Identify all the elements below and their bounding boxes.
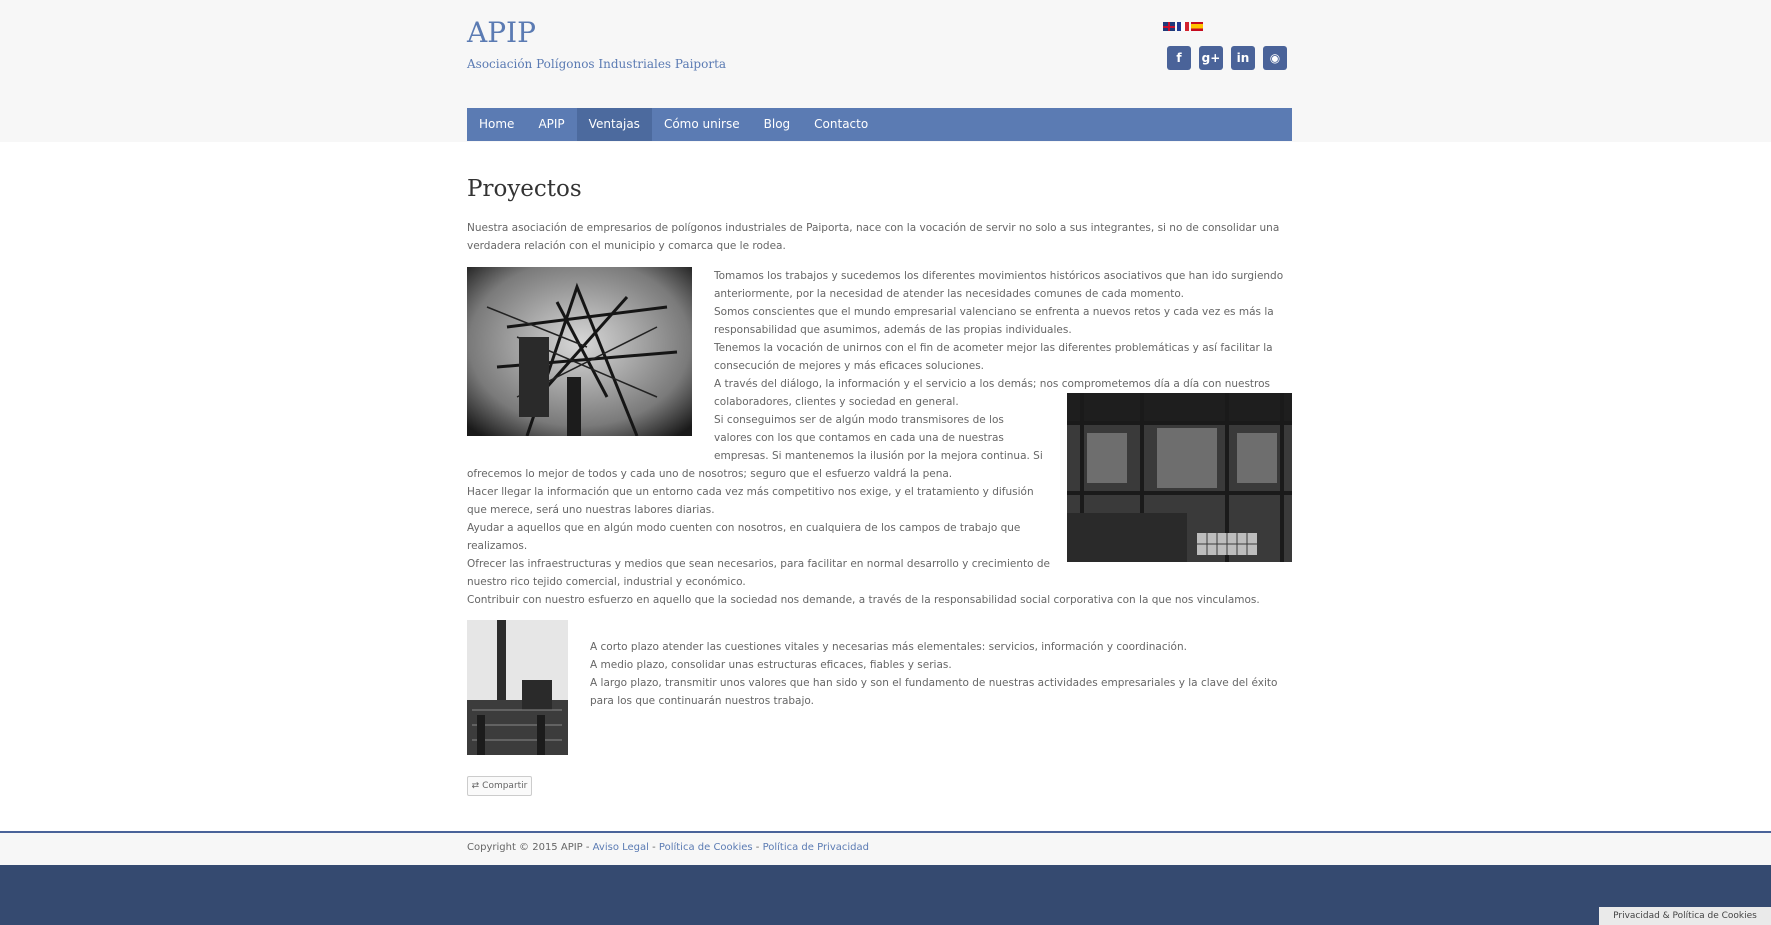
- footer: [0, 831, 1771, 865]
- body-line: A medio plazo, consolidar unas estructuras eficaces, fiables y serias.: [590, 659, 952, 671]
- body-line: valores con los que contamos en cada una de nuestras: [714, 432, 1004, 444]
- share-icon: ⇄: [471, 781, 480, 791]
- chimney-image: [467, 620, 568, 755]
- body-line: responsabilidad que asumimos, además de las propias individuales.: [714, 324, 1072, 336]
- google-plus-icon[interactable]: g+: [1199, 46, 1223, 70]
- site-header: [0, 0, 1771, 142]
- body-line: que merece, será uno nuestras labores diarias.: [467, 504, 715, 516]
- nav-item-como-unirse[interactable]: Cómo unirse: [663, 117, 740, 131]
- body-line: consecución de mejores y más eficaces soluciones.: [714, 360, 985, 372]
- body-line: A través del diálogo, la información y el servicio a los demás; nos comprometemos día a día con nuestros: [714, 378, 1271, 390]
- politica-privacidad-link[interactable]: Política de Privacidad: [762, 842, 869, 853]
- body-line: Tomamos los trabajos y sucedemos los diferentes movimientos históricos asociativos que han ido surgiendo: [714, 270, 1284, 282]
- linkedin-icon[interactable]: in: [1231, 46, 1255, 70]
- body-line: Hacer llegar la información que un entorno cada vez más competitivo nos exige, y el tratamiento y difusión: [467, 486, 1034, 498]
- nav-item-contacto[interactable]: Contacto: [814, 117, 869, 131]
- footer-bottom-bar: [0, 865, 1771, 925]
- body-line: Somos conscientes que el mundo empresarial valenciano se enfrenta a nuevos retos y cada vez es más la: [714, 306, 1274, 318]
- body-line: para los que continuarán nuestros trabajo.: [590, 695, 814, 707]
- fr-flag-icon[interactable]: [1177, 22, 1189, 31]
- body-line: A corto plazo atender las cuestiones vitales y necesarias más elementales: servicios, información y coordinación.: [590, 641, 1187, 653]
- body-line: colaboradores, clientes y sociedad en general.: [714, 396, 959, 408]
- page-title: Proyectos: [467, 176, 582, 202]
- nav-item-home[interactable]: Home: [479, 117, 515, 131]
- es-flag-icon[interactable]: [1191, 22, 1203, 31]
- rss-icon[interactable]: ◉: [1263, 46, 1287, 70]
- nav-item-apip[interactable]: APIP: [538, 117, 565, 131]
- en-flag-icon[interactable]: [1163, 22, 1175, 31]
- site-title[interactable]: APIP: [467, 16, 536, 49]
- body-line: Contribuir con nuestro esfuerzo en aquello que la sociedad nos demande, a través de la responsabilidad social corporativa con la que nos vinculamos.: [467, 594, 1260, 606]
- body-line: nuestro rico tejido comercial, industrial y económico.: [467, 576, 746, 588]
- copyright: Copyright © 2015 APIP - Aviso Legal - Política de Cookies - Política de Privacidad: [467, 842, 869, 853]
- factory-interior-image: [1067, 393, 1292, 562]
- copyright-text: Copyright © 2015 APIP -: [467, 842, 593, 853]
- social-links: [1167, 46, 1287, 70]
- share-label: Compartir: [482, 781, 528, 791]
- nav-item-blog[interactable]: Blog: [763, 117, 791, 131]
- body-line: Ofrecer las infraestructuras y medios que sean necesarios, para facilitar en normal desarrollo y crecimiento de: [467, 558, 1051, 570]
- body-line: anteriormente, por la necesidad de atender las necesidades comunes de cada momento.: [714, 288, 1184, 300]
- aviso-legal-link[interactable]: Aviso Legal: [592, 842, 649, 853]
- intro-line: verdadera relación con el municipio y comarca que le rodea.: [467, 240, 786, 252]
- body-line: Si conseguimos ser de algún modo transmisores de los: [714, 414, 1004, 426]
- facebook-icon[interactable]: f: [1167, 46, 1191, 70]
- main-nav: [467, 108, 1292, 141]
- body-line: ofrecemos lo mejor de todos y cada uno de nosotros; seguro que el esfuerzo valdrá la pena.: [467, 468, 953, 480]
- intro-line: Nuestra asociación de empresarios de polígonos industriales de Paiporta, nace con la vocación de servir no solo a sus integrantes, si no de consolidar una: [467, 222, 1280, 234]
- body-line: empresas. Si mantenemos la ilusión por la mejora continua. Si: [714, 450, 1043, 462]
- politica-cookies-link[interactable]: Política de Cookies: [658, 842, 753, 853]
- body-line: Tenemos la vocación de unirnos con el fin de acometer mejor las diferentes problemáticas y así facilitar la: [714, 342, 1273, 354]
- share-button[interactable]: [467, 776, 532, 796]
- industrial-tower-image: [467, 267, 692, 436]
- body-line: Ayudar a aquellos que en algún modo cuenten con nosotros, en cualquiera de los campos de trabajo que: [467, 522, 1021, 534]
- body-line: realizamos.: [467, 540, 528, 552]
- site-tagline: Asociación Polígonos Industriales Paiporta: [467, 57, 727, 71]
- cookie-policy-button[interactable]: Privacidad & Política de Cookies: [1599, 907, 1771, 925]
- body-line: A largo plazo, transmitir unos valores que han sido y son el fundamento de nuestras actividades empresariales y la clave del éxito: [590, 677, 1278, 689]
- language-switcher: [1163, 22, 1203, 31]
- nav-item-ventajas[interactable]: Ventajas: [577, 108, 652, 141]
